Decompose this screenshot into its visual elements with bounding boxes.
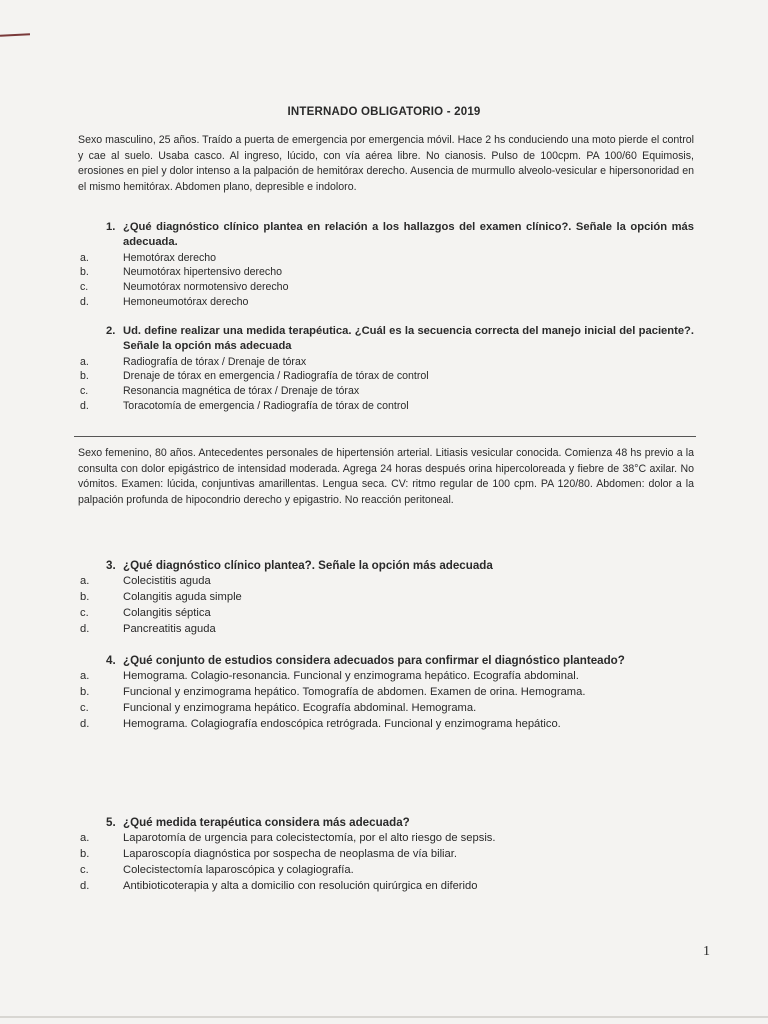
option-d xyxy=(78,399,694,413)
option-text: Drenaje de tórax en emergencia / Radiografía de tórax de control xyxy=(123,370,429,383)
option-c xyxy=(78,606,694,622)
option-d xyxy=(78,879,694,895)
option-letter: b. xyxy=(80,847,90,860)
option-letter: a. xyxy=(80,669,90,682)
question-number: 3. xyxy=(106,559,116,572)
option-a xyxy=(78,251,694,265)
question-4 xyxy=(78,653,694,732)
option-text: Pancreatitis aguda xyxy=(123,622,216,635)
option-text: Colecistitis aguda xyxy=(123,574,211,587)
question-number: 5. xyxy=(106,816,116,829)
option-letter: d. xyxy=(80,622,90,635)
option-a xyxy=(78,669,694,685)
option-d xyxy=(78,717,694,733)
option-letter: b. xyxy=(80,590,90,603)
question-number: 4. xyxy=(106,654,116,667)
question-5 xyxy=(78,815,694,894)
option-text: Laparotomía de urgencia para colecistectomía, por el alto riesgo de sepsis. xyxy=(123,831,496,844)
option-letter: c. xyxy=(80,280,89,293)
option-letter: d. xyxy=(80,879,90,892)
option-a xyxy=(78,574,694,590)
option-b xyxy=(78,847,694,863)
option-text: Resonancia magnética de tórax / Drenaje de tórax xyxy=(123,384,360,397)
option-text: Hemograma. Colagiografía endoscópica retrógrada. Funcional y enzimograma hepático. xyxy=(123,717,561,730)
option-b xyxy=(78,685,694,701)
question-number: 2. xyxy=(106,325,116,337)
option-letter: b. xyxy=(80,685,90,698)
option-text: Hemoneumotórax derecho xyxy=(123,295,249,308)
option-text: Radiografía de tórax / Drenaje de tórax xyxy=(123,355,307,368)
option-letter: d. xyxy=(80,717,90,730)
option-letter: d. xyxy=(80,295,89,308)
clinical-case-2: Sexo femenino, 80 años. Antecedentes personales de hipertensión arterial. Litiasis vesicular conocida. Comienza 48 hs previo a la consulta con dolor epigástrico de intensidad moderada. Agrega 24 horas después orina hipercoloreada y fiebre de 38°C axilar. No vómitos. Examen: lúcida, conjuntivas amarillentas. Lengua seca. CV: ritmo regular de 100 cpm. PA 120/80. Abdomen: dolor a la palpación profunda de hipocondrio derecho y epigastrio. No reacción peritoneal. xyxy=(78,447,694,506)
option-letter: c. xyxy=(80,606,89,619)
option-letter: c. xyxy=(80,701,89,714)
scan-edge xyxy=(0,1016,768,1018)
option-text: Colangitis aguda simple xyxy=(123,590,242,603)
question-text: ¿Qué diagnóstico clínico plantea?. Señale la opción más adecuada xyxy=(123,559,493,572)
section-divider xyxy=(74,436,696,437)
option-c xyxy=(78,863,694,879)
option-text: Funcional y enzimograma hepático. Ecografía abdominal. Hemograma. xyxy=(123,701,477,714)
option-letter: c. xyxy=(80,384,89,397)
option-c xyxy=(78,384,694,398)
option-text: Hemotórax derecho xyxy=(123,251,217,264)
option-letter: a. xyxy=(80,831,90,844)
question-text: ¿Qué conjunto de estudios considera adecuados para confirmar el diagnóstico planteado? xyxy=(123,654,625,667)
option-letter: b. xyxy=(80,266,89,279)
option-text: Toracotomía de emergencia / Radiografía de tórax de control xyxy=(123,399,409,412)
option-text: Laparoscopía diagnóstica por sospecha de neoplasma de vía biliar. xyxy=(123,847,457,860)
option-text: Colecistectomía laparoscópica y colagiografía. xyxy=(123,863,354,876)
option-d xyxy=(78,622,694,638)
option-text: Antibioticoterapia y alta a domicilio con resolución quirúrgica en diferido xyxy=(123,879,478,892)
option-text: Neumotórax normotensivo derecho xyxy=(123,280,289,293)
option-d xyxy=(78,295,694,309)
question-2 xyxy=(78,324,694,413)
option-b xyxy=(78,369,694,383)
option-letter: d. xyxy=(80,399,89,412)
option-b xyxy=(78,265,694,279)
option-a xyxy=(78,831,694,847)
option-letter: b. xyxy=(80,370,89,383)
page-number: 1 xyxy=(703,944,710,959)
option-letter: a. xyxy=(80,355,89,368)
option-letter: a. xyxy=(80,251,89,264)
question-3 xyxy=(78,558,694,637)
option-letter: c. xyxy=(80,863,89,876)
option-text: Funcional y enzimograma hepático. Tomografía de abdomen. Examen de orina. Hemograma. xyxy=(123,685,586,698)
question-text: Ud. define realizar una medida terapéutica. ¿Cuál es la secuencia correcta del manejo inicial del paciente?. Señale la opción más adecuada xyxy=(123,325,694,352)
option-a xyxy=(78,355,694,369)
question-text: ¿Qué medida terapéutica considera más adecuada? xyxy=(123,816,410,829)
question-1 xyxy=(78,220,694,309)
option-letter: a. xyxy=(80,574,90,587)
pen-mark xyxy=(0,33,30,37)
option-b xyxy=(78,590,694,606)
option-c xyxy=(78,280,694,294)
page-title: INTERNADO OBLIGATORIO - 2019 xyxy=(287,106,481,118)
question-number: 1. xyxy=(106,221,116,233)
option-text: Colangitis séptica xyxy=(123,606,211,619)
clinical-case-1: Sexo masculino, 25 años. Traído a puerta de emergencia por emergencia móvil. Hace 2 hs conduciendo una moto pierde el control y cae al suelo. Usaba casco. Al ingreso, lúcido, con vía aérea libre. No cianosis. Pulso de 100cpm. PA 100/60 Equimosis, erosiones en piel y dolor intenso a la palpación de hemitórax derecho. Ausencia de murmullo alveolo-vesicular e hipersonoridad en el mismo hemitórax. Abdomen plano, depresible e indoloro. xyxy=(78,134,694,193)
option-text: Hemograma. Colagio-resonancia. Funcional y enzimograma hepático. Ecografía abdominal. xyxy=(123,669,579,682)
option-text: Neumotórax hipertensivo derecho xyxy=(123,266,282,279)
question-text: ¿Qué diagnóstico clínico plantea en relación a los hallazgos del examen clínico?. Señale la opción más adecuada. xyxy=(123,221,694,248)
option-c xyxy=(78,701,694,717)
